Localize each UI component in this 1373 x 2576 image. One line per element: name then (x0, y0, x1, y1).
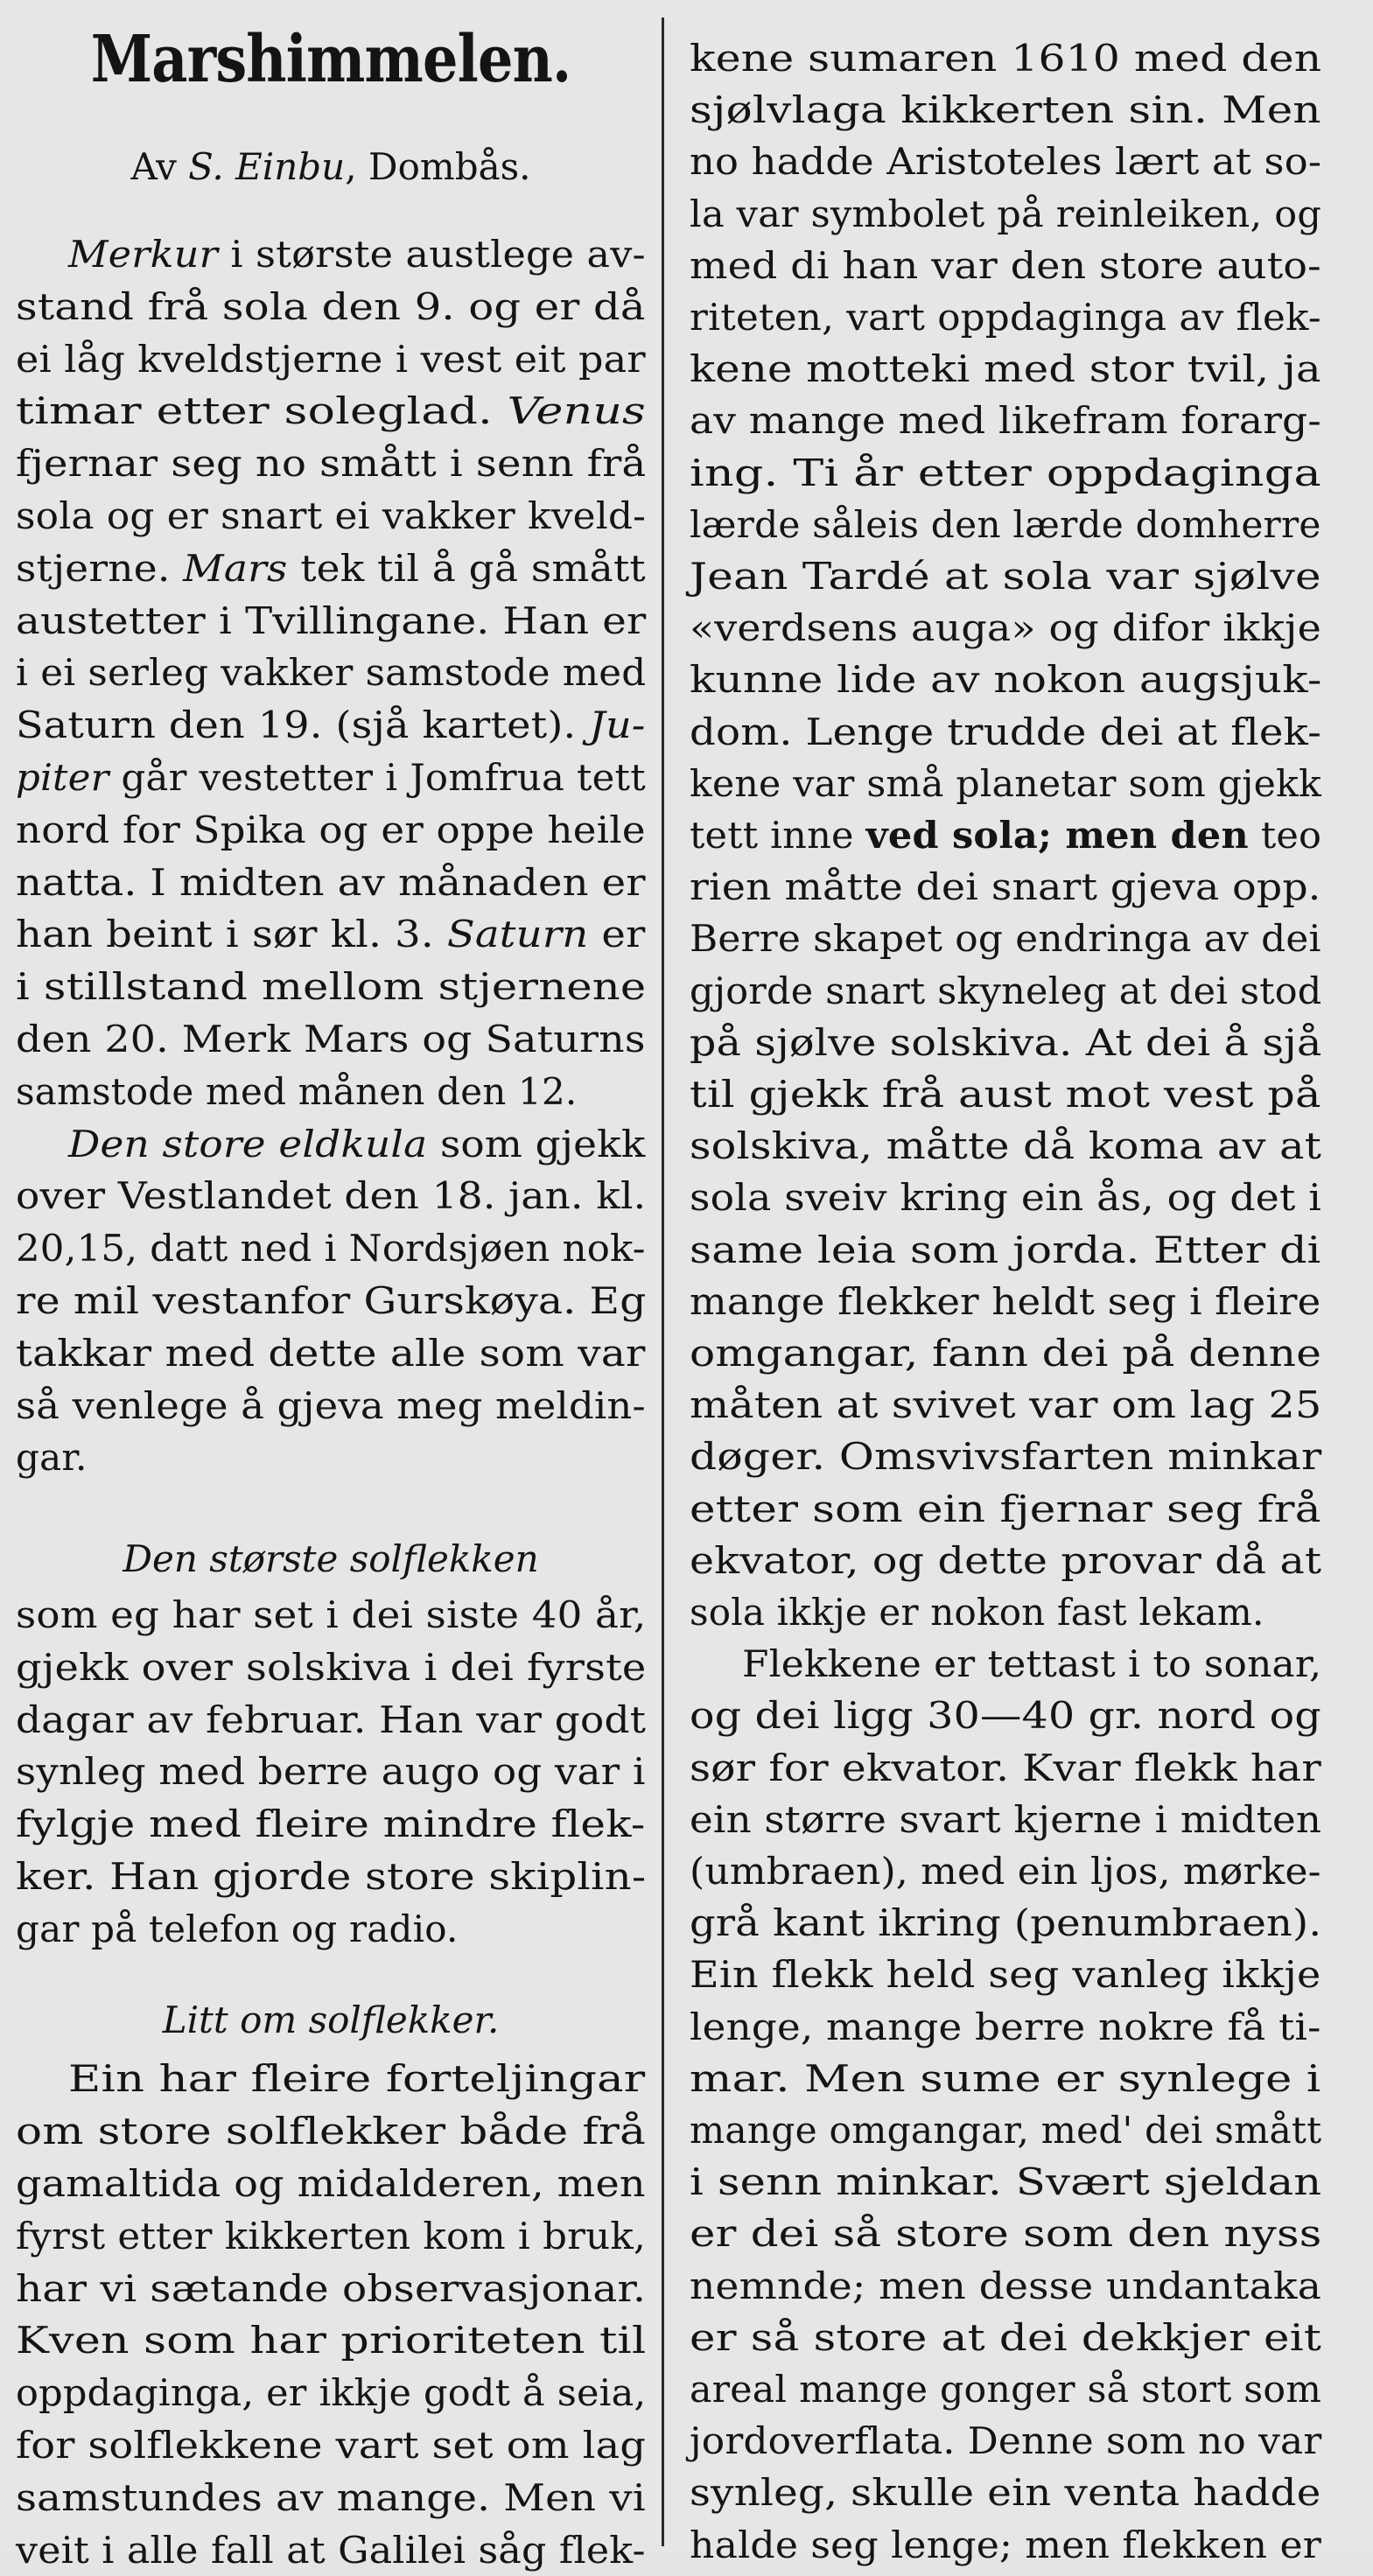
text-line (16, 1014, 646, 1065)
text-segment: etter som ein fjernar seg frå (690, 1487, 1321, 1530)
text-segment: fjernar seg no smått i senn frå (16, 442, 647, 486)
text-line (68, 1119, 645, 1170)
text-segment: som gjekk (427, 1122, 646, 1166)
text-line (16, 962, 646, 1012)
text-segment: ein større svart kjerne i midten (690, 1797, 1322, 1841)
text-segment: Berre skapet og endringa av dei (690, 917, 1321, 961)
text-line (690, 1277, 1320, 1327)
text-line (16, 1695, 646, 1746)
text-segment: Flekkene er tettast i to sonar, (742, 1642, 1322, 1686)
text-line (16, 1642, 647, 1693)
text-line (16, 805, 646, 856)
text-line (690, 1069, 1321, 1120)
text-line (690, 85, 1321, 136)
text-segment: måten at svivet var om lag 25 (690, 1383, 1322, 1427)
text-segment: Ein har fleire forteljingar (68, 2057, 646, 2101)
text-segment: riteten, vart oppdaginga av flek- (690, 296, 1321, 339)
text-segment: Ju- (589, 704, 646, 747)
text-line (16, 334, 646, 385)
text-segment: lenge, mange berre nokre få ti- (690, 2005, 1321, 2048)
text-line (690, 241, 1321, 291)
text-line (690, 1380, 1321, 1431)
article-title: Marshimmelen. (90, 22, 571, 97)
text-segment: teo (1248, 814, 1322, 857)
text-segment: samstode med månen den 12. (16, 1069, 578, 1113)
text-line (690, 862, 1321, 913)
text-segment: Jean Tardé at sola var sjølve (690, 555, 1321, 598)
text-segment: over Vestlandet den 18. jan. kl. (16, 1174, 647, 1218)
byline-author: S. Einbu (188, 145, 346, 188)
text-segment: har vi sætande observasjonar. (16, 2266, 647, 2310)
text-segment: er dei så store som den nyss (690, 2212, 1322, 2256)
text-line (690, 292, 1321, 343)
text-segment: om store solflekker både frå (16, 2110, 647, 2153)
text-line (16, 2525, 646, 2576)
text-line (16, 1276, 647, 1326)
text-segment: han beint i sør kl. 3. (16, 913, 447, 956)
text-line (16, 1590, 646, 1641)
text-segment: gar på telefon og radio. (16, 1907, 459, 1950)
text-line (690, 1484, 1321, 1535)
text-segment: Mars (183, 546, 288, 590)
subheading-largest-sunspot: Den største solflekken (123, 1537, 539, 1581)
text-line (690, 810, 1321, 861)
text-segment: med di han var den store auto- (690, 243, 1321, 287)
text-segment: i senn minkar. Svært sjeldan (690, 2160, 1322, 2204)
text-line (16, 1432, 88, 1483)
text-line (68, 229, 646, 280)
text-segment: kene var små planetar som gjekk (690, 761, 1322, 805)
text-line (690, 914, 1321, 964)
text-segment: gjorde snart skyneleg at dei stod (690, 969, 1322, 1012)
text-line (16, 2315, 646, 2366)
text-segment: halde seg lenge; men flekken er (690, 2523, 1322, 2566)
text-segment: lærde såleis den lærde domherre (690, 502, 1321, 546)
text-segment: ker. Han gjorde store skiplin- (16, 1855, 647, 1898)
text-line (16, 1904, 459, 1955)
text-line (690, 2313, 1321, 2363)
text-line (690, 1950, 1321, 2000)
text-segment: stand frå sola den 9. og er då (16, 284, 646, 328)
text-segment: no hadde Aristoteles lært at so- (690, 140, 1322, 184)
text-line (690, 1743, 1321, 1794)
text-line (16, 282, 646, 332)
text-segment: kene sumaren 1610 med den (690, 37, 1322, 80)
text-segment: piter (16, 756, 109, 799)
text-line (16, 1852, 646, 1902)
text-line (690, 1536, 1321, 1586)
text-line (16, 1328, 646, 1379)
text-line (16, 2420, 646, 2471)
text-segment: tett inne (690, 814, 866, 857)
text-line (690, 2105, 1321, 2156)
text-segment: fylgje med fleire mindre flek- (16, 1802, 646, 1846)
text-segment: grå kant ikring (penumbraen). (690, 1901, 1322, 1945)
text-segment: av mange med likefram forarg- (690, 399, 1321, 443)
text-line (690, 2468, 1321, 2518)
text-line (690, 1432, 1321, 1482)
text-segment: gar. (16, 1436, 88, 1480)
text-line (16, 1746, 646, 1797)
text-line (690, 1018, 1321, 1068)
text-line (16, 491, 646, 542)
text-segment: sola og er snart ei vakker kveld- (16, 494, 647, 537)
text-segment: synleg med berre augo og var i (16, 1750, 646, 1794)
text-segment: er (588, 913, 646, 956)
text-line (690, 551, 1321, 602)
text-line (690, 2054, 1320, 2104)
text-line (690, 1846, 1321, 1897)
text-segment: Ein flekk held seg vanleg ikkje (690, 1953, 1321, 1997)
text-segment: og dei ligg 30—40 gr. nord og (690, 1694, 1321, 1738)
text-segment: solskiva, måtte då koma av at (690, 1124, 1322, 1168)
text-segment: kunne lide av nokon augsjuk- (690, 658, 1322, 702)
text-segment: tek til å gå smått (287, 546, 646, 590)
text-segment: fyrst etter kikkerten kom i bruk, (16, 2214, 646, 2258)
text-segment: nord for Spika og er oppe heile (16, 808, 646, 851)
text-segment: dagar av februar. Han var godt (16, 1698, 647, 1741)
text-line (16, 700, 646, 751)
text-line (690, 759, 1321, 809)
text-segment: same leia som jorda. Etter di (690, 1228, 1321, 1271)
text-line (16, 2473, 646, 2524)
text-segment: i ei serleg vakker samstode med (16, 651, 647, 695)
text-segment: Venus (507, 389, 646, 433)
text-line (690, 136, 1321, 187)
text-line (690, 1121, 1321, 1172)
text-segment: veit i alle fall at Galilei såg flek- (16, 2528, 646, 2572)
text-segment: sola sveiv kring ein ås, og det i (690, 1176, 1322, 1220)
text-line (16, 2106, 646, 2157)
text-segment: timar etter soleglad. (16, 389, 508, 433)
text-line (690, 500, 1321, 550)
text-segment: omgangar, fann dei på denne (690, 1332, 1322, 1375)
text-line (690, 707, 1321, 758)
text-segment: mar. Men sume er synlege i (690, 2056, 1321, 2100)
text-segment: for solflekkene vart set om lag (16, 2424, 647, 2467)
text-segment: rien måtte dei snart gjeva opp. (690, 865, 1321, 909)
text-segment: ved sola; men den (865, 814, 1249, 857)
text-segment: til gjekk frå aust mot vest på (690, 1073, 1321, 1116)
text-line (16, 1381, 646, 1432)
text-line (16, 752, 646, 803)
text-segment: ei låg kveldstjerne i vest eit par (16, 337, 646, 381)
text-line (16, 1171, 646, 1222)
text-line (690, 1898, 1321, 1949)
byline (16, 142, 646, 192)
text-segment: ekvator, og dette provar då at (690, 1538, 1322, 1582)
text-line (690, 448, 1321, 499)
text-segment: som eg har set i dei siste 40 år, (16, 1593, 647, 1636)
text-segment: takkar med dette alle som var (16, 1331, 646, 1375)
text-line (690, 1587, 1264, 1638)
text-line (16, 1799, 645, 1850)
text-line (690, 189, 1321, 240)
text-line (68, 2054, 645, 2104)
text-line (690, 1172, 1321, 1223)
byline-prefix: Av (130, 145, 189, 188)
text-line (16, 2264, 646, 2314)
text-line (690, 603, 1321, 654)
text-segment: går vestetter i Jomfrua tett (109, 756, 646, 799)
text-segment: austetter i Tvillingane. Han er (16, 598, 647, 642)
text-segment: den 20. Merk Mars og Saturns (16, 1018, 646, 1060)
text-line (690, 966, 1321, 1017)
text-line (690, 654, 1322, 705)
text-line (690, 344, 1321, 395)
text-segment: i stillstand mellom stjernene (16, 965, 647, 1009)
text-segment: nemnde; men desse undantaka (690, 2264, 1322, 2307)
text-line (16, 1223, 646, 1274)
text-line (690, 2208, 1321, 2259)
text-segment: kene motteki med stor tvil, ja (690, 347, 1321, 391)
text-line (690, 2520, 1321, 2571)
text-line (690, 396, 1321, 446)
byline-suffix: , Dombås. (345, 145, 531, 188)
text-line (16, 438, 646, 489)
text-segment: Saturn den 19. (sjå kartet). (16, 704, 590, 747)
text-line (690, 2364, 1321, 2415)
text-line (16, 909, 646, 960)
text-line (690, 1225, 1321, 1276)
text-segment: sjølvlaga kikkerten sin. Men (690, 88, 1321, 132)
text-line (16, 543, 646, 594)
subheading-about-sunspots: Litt om solflekker. (162, 1998, 500, 2041)
text-segment: oppdaginga, er ikkje godt å seia, (16, 2371, 647, 2415)
text-line (690, 2261, 1321, 2312)
column-divider (662, 18, 664, 2546)
text-line (690, 2002, 1321, 2053)
text-line (16, 2159, 646, 2209)
text-line (16, 2211, 646, 2262)
text-line (690, 2416, 1321, 2467)
text-segment: re mil vestanfor Gurskøya. Eg (16, 1279, 647, 1322)
text-segment: samstundes av mange. Men vi (16, 2475, 646, 2519)
text-line (16, 386, 646, 437)
text-segment: areal mange gonger så stort som (690, 2368, 1322, 2411)
text-segment: i største austlege av- (218, 233, 646, 276)
text-segment: Merkur (68, 233, 219, 276)
text-segment: «verdsens auga» og difor ikkje (690, 606, 1321, 650)
text-segment: så venlege å gjeva meg meldin- (16, 1383, 646, 1427)
text-segment: la var symbolet på reinleiken, og (690, 192, 1322, 235)
text-segment: på sjølve solskiva. At dei å sjå (690, 1020, 1322, 1064)
text-line (690, 1690, 1321, 1741)
text-segment: sør for ekvator. Kvar flekk har (690, 1746, 1321, 1789)
text-segment: døger. Omsvivsfarten minkar (690, 1435, 1322, 1479)
text-segment: mange omgangar, med' dei smått (690, 2109, 1322, 2152)
text-segment: Kven som har prioriteten til (16, 2319, 647, 2362)
text-segment: er så store at dei dekkjer eit (690, 2315, 1322, 2359)
text-line (742, 1639, 1321, 1690)
text-segment: dom. Lenge trudde dei at flek- (690, 710, 1322, 753)
text-line (16, 596, 647, 647)
text-segment: Den store eldkula (68, 1122, 428, 1166)
text-line (16, 648, 646, 698)
text-line (690, 1328, 1321, 1379)
text-segment: 20,15, datt ned i Nordsjøen nok- (16, 1227, 646, 1270)
text-segment: jordoverflata. Denne som no var (690, 2419, 1322, 2463)
text-segment: Saturn (446, 913, 589, 956)
text-segment: natta. I midten av månaden er (16, 860, 646, 904)
text-segment: gjekk over solskiva i dei fyrste (16, 1645, 647, 1689)
text-segment: mange flekker heldt seg i fleire (690, 1279, 1321, 1323)
text-segment: sola ikkje er nokon fast lekam. (690, 1591, 1264, 1634)
text-segment: synleg, skulle ein venta hadde (690, 2471, 1321, 2515)
text-line (690, 33, 1321, 84)
text-line (690, 1795, 1321, 1845)
text-segment: ing. Ti år etter oppdaginga (690, 451, 1321, 494)
text-line (16, 2368, 646, 2418)
text-segment: (umbraen), med ein ljos, mørke- (690, 1850, 1321, 1893)
text-line (16, 1067, 577, 1117)
text-segment: stjerne. (16, 546, 184, 590)
text-segment: gamaltida og midalderen, men (16, 2162, 646, 2205)
text-line (16, 858, 646, 908)
text-line (690, 2157, 1321, 2208)
